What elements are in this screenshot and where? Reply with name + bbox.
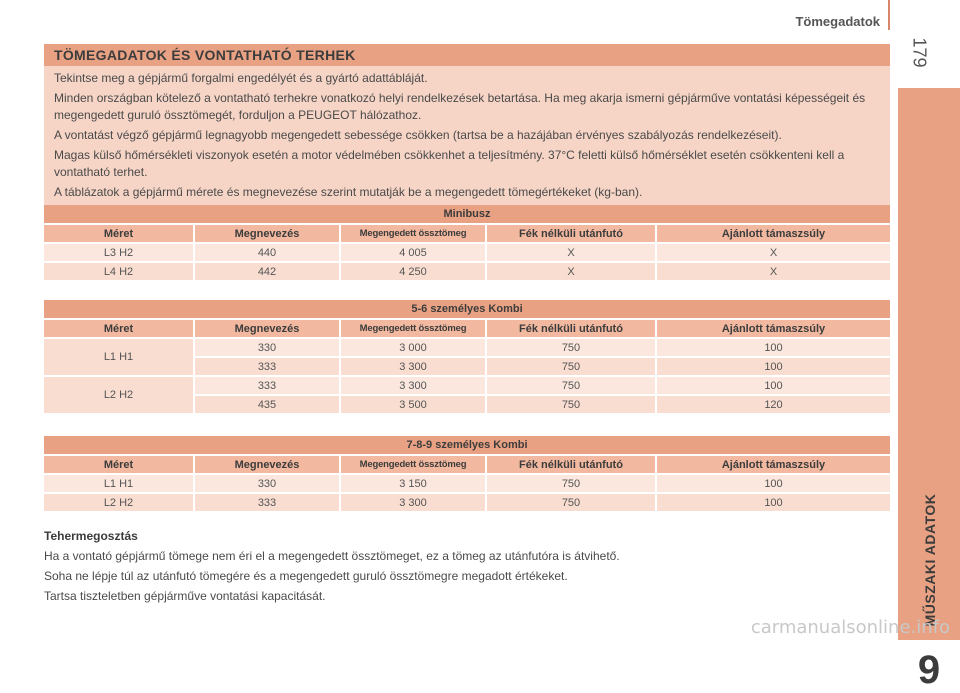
table-cell: 100 [656, 493, 890, 512]
column-header: Fék nélküli utánfutó [486, 455, 656, 474]
table-cell: 750 [486, 474, 656, 493]
table-cell: X [656, 243, 890, 262]
table-cell: 750 [486, 493, 656, 512]
table-caption: Minibusz [44, 205, 890, 224]
column-header: Megnevezés [194, 224, 340, 243]
table-cell: 440 [194, 243, 340, 262]
table-cell: L4 H2 [44, 262, 194, 281]
table-row [44, 338, 890, 357]
section-line: Soha ne lépje túl az utánfutó tömegére és a megengedett guruló össztömegre megadott értékeket. [44, 569, 568, 583]
chapter-label-text: MŰSZAKI ADATOK [922, 493, 938, 627]
table-cell: X [486, 243, 656, 262]
table-cell: 3 000 [340, 338, 486, 357]
table-cell: 3 150 [340, 474, 486, 493]
table-cell: 750 [486, 376, 656, 395]
info-paragraph: Tekintse meg a gépjármű forgalmi engedélyét és a gyártó adattábláját. [54, 71, 428, 85]
column-header: Megnevezés [194, 319, 340, 338]
watermark: carmanualsonline.info [750, 617, 950, 638]
column-header: Ajánlott támaszsúly [656, 224, 890, 243]
info-paragraph: Magas külső hőmérsékleti viszonyok esetén a motor védelmében csökkenhet a teljesítmény. 37°C feletti külső hőmérséklet esetén csökkenteni kell a vontatható terhet. [54, 148, 845, 179]
section-line: Ha a vontató gépjármű tömege nem éri el a megengedett össztömeget, ez a tömeg az utánfutóra is átvihető. [44, 549, 620, 563]
column-header: Méret [44, 224, 194, 243]
load-distribution-section [44, 528, 890, 606]
table-cell: 330 [194, 474, 340, 493]
chapter-label [920, 480, 940, 640]
column-header: Fék nélküli utánfutó [486, 319, 656, 338]
table-cell: 442 [194, 262, 340, 281]
table-cell: 4 005 [340, 243, 486, 262]
table-cell: 333 [194, 493, 340, 512]
info-box-title: TÖMEGADATOK ÉS VONTATHATÓ TERHEK [44, 44, 890, 66]
column-header: Fék nélküli utánfutó [486, 224, 656, 243]
table-cell: L1 H1 [44, 474, 194, 493]
table-cell: 3 300 [340, 376, 486, 395]
table-cell: 120 [656, 395, 890, 414]
table-cell-size: L2 H2 [44, 376, 194, 414]
table-cell: 750 [486, 357, 656, 376]
table-cell: 100 [656, 376, 890, 395]
info-box [44, 44, 890, 210]
kombi-5-6-table [44, 300, 890, 415]
column-header: Megengedett össztömeg [340, 455, 486, 474]
table-cell: X [656, 262, 890, 281]
table-row [44, 493, 890, 512]
table-cell: 3 300 [340, 493, 486, 512]
table-cell: 333 [194, 376, 340, 395]
info-box-body [44, 66, 890, 210]
table-row [44, 376, 890, 395]
table-cell: 750 [486, 395, 656, 414]
section-line: Tartsa tiszteletben gépjárműve vontatási kapacitását. [44, 589, 326, 603]
table-cell: 750 [486, 338, 656, 357]
info-paragraph: A vontatást végző gépjármű legnagyobb megengedett sebessége csökken (tartsa be a hazájában érvényes szabályozás rendelkezéseit). [54, 128, 782, 142]
section-heading: Tehermegosztás [44, 529, 138, 543]
table-cell: 100 [656, 338, 890, 357]
info-paragraph: A táblázatok a gépjármű mérete és megnevezése szerint mutatják be a megengedett tömegértékeket (kg-ban). [54, 185, 643, 199]
table-cell: 100 [656, 357, 890, 376]
table-cell: 435 [194, 395, 340, 414]
table-cell: L3 H2 [44, 243, 194, 262]
chapter-number: 9 [917, 648, 941, 692]
table-row [44, 243, 890, 262]
table-cell: X [486, 262, 656, 281]
table-row [44, 262, 890, 281]
table-caption: 5-6 személyes Kombi [44, 300, 890, 319]
page-number: 179 [909, 37, 930, 68]
kombi-7-8-9-table [44, 436, 890, 513]
table-cell-size: L1 H1 [44, 338, 194, 376]
chapter-side-tab [898, 88, 960, 692]
table-cell: 100 [656, 474, 890, 493]
column-header: Méret [44, 319, 194, 338]
table-cell: 330 [194, 338, 340, 357]
column-header: Méret [44, 455, 194, 474]
table-caption: 7-8-9 személyes Kombi [44, 436, 890, 455]
column-header: Megengedett össztömeg [340, 224, 486, 243]
table-row [44, 474, 890, 493]
minibus-table [44, 205, 890, 282]
table-cell: 4 250 [340, 262, 486, 281]
table-cell: 3 300 [340, 357, 486, 376]
page-header-title: Tömegadatok [795, 14, 880, 29]
column-header: Ajánlott támaszsúly [656, 455, 890, 474]
column-header: Megengedett össztömeg [340, 319, 486, 338]
table-cell: 3 500 [340, 395, 486, 414]
info-paragraph: Minden országban kötelező a vontatható terhekre vonatkozó helyi rendelkezések betartása. Ha meg akarja ismerni gépjárműve vontatási képességeit és megengedett guruló össztömegét, forduljon a PEUGEOT hálózathoz. [54, 91, 866, 122]
column-header: Ajánlott támaszsúly [656, 319, 890, 338]
table-cell: L2 H2 [44, 493, 194, 512]
column-header: Megnevezés [194, 455, 340, 474]
header-rule [888, 0, 890, 30]
table-cell: 333 [194, 357, 340, 376]
